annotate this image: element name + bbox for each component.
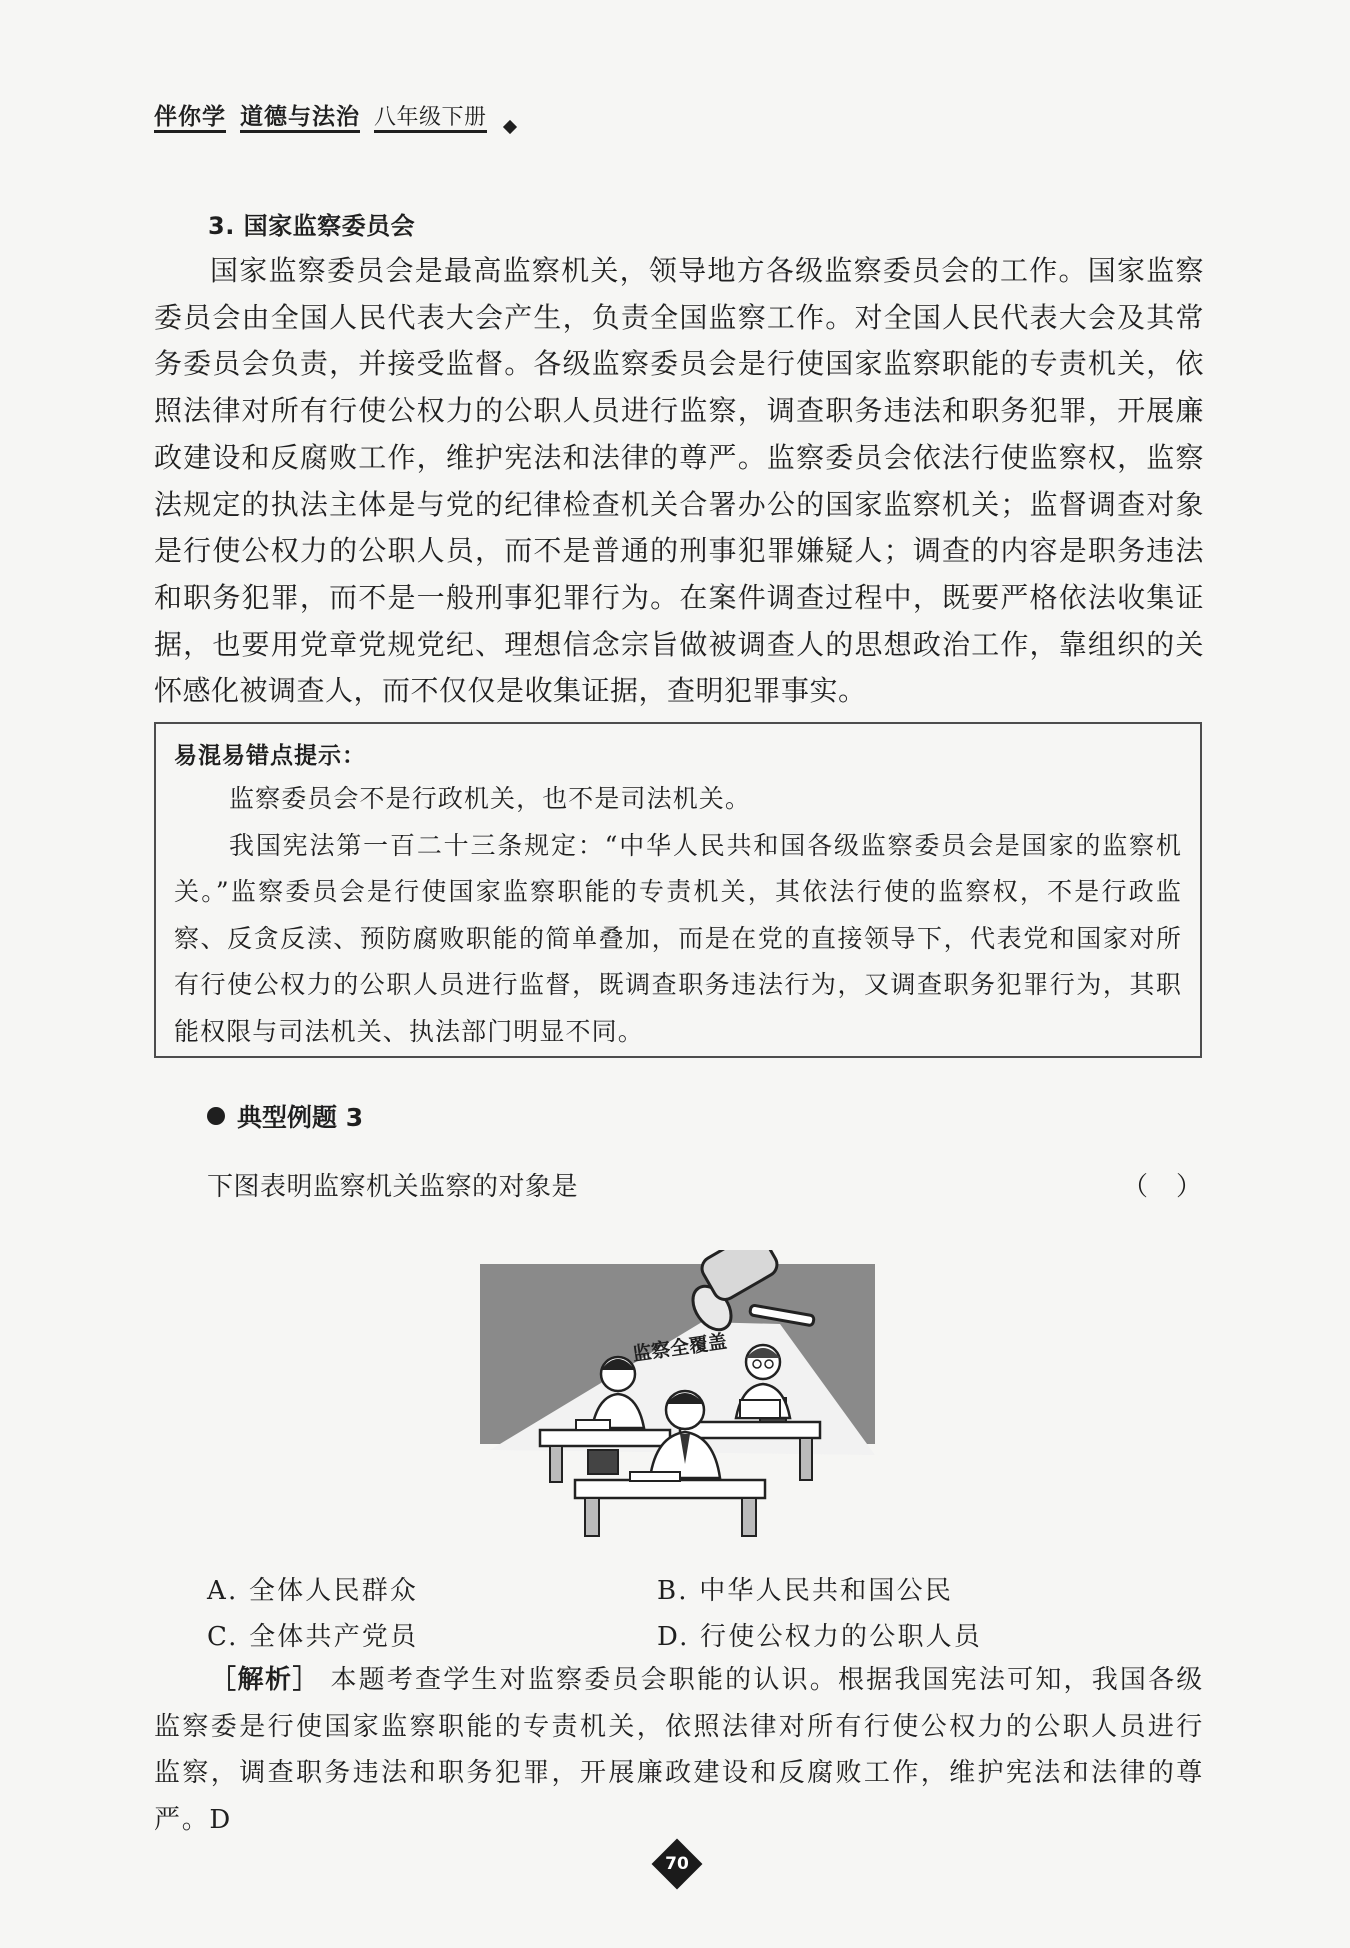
page-number-badge [651,1838,703,1890]
analysis-text: 本题考查学生对监察委员会职能的认识。根据我国宪法可知，我国各级监察委是行使国家监察职能的专责机关，依照法律对所有行使公权力的公职人员进行监察，调查职务违法和职务犯罪，开展廉政建设和反腐败工作，维护宪法和法律的尊严。D [154,1665,1204,1835]
header-diamond-icon [502,120,516,134]
option-a[interactable]: A. 全体人民群众 [207,1575,419,1606]
example-heading-text: 典型例题 3 [237,1103,364,1132]
tip-paragraph-2: 我国宪法第一百二十三条规定：“中华人民共和国各级监察委员会是国家的监察机关。”监察委员会是行使国家监察职能的专责机关，其依法行使的监察权，不是行政监察、反贪反渎、预防腐败职能的简单叠加，而是在党的直接领导下，代表党和国家对所有行使公权力的公职人员进行监督，既调查职务违法行为，又调查职务犯罪行为，其职能权限与司法机关、执法部门明显不同。 [174,830,1182,1046]
analysis-paragraph [154,1657,1204,1843]
answer-options [207,1565,1107,1657]
example-heading [207,1098,363,1134]
question-text: 下图表明监察机关监察的对象是 [207,1172,579,1202]
page-number: 70 [665,1854,689,1874]
section-title: 3. 国家监察委员会 [208,212,416,240]
header-subject: 道德与法治 [240,106,360,133]
options-row-1 [207,1565,1107,1611]
tip-box [154,722,1202,1058]
option-c[interactable]: C. 全体共产党员 [207,1621,419,1652]
options-row-2 [207,1611,1107,1657]
running-header [154,106,515,133]
section-content [154,206,1204,715]
analysis-label: ［解析］ [210,1665,320,1695]
question-line [207,1166,1230,1203]
option-d[interactable]: D. 行使公权力的公职人员 [657,1621,983,1652]
header-brand: 伴你学 [154,106,226,133]
tip-title: 易混易错点提示： [174,743,366,769]
option-b[interactable]: B. 中华人民共和国公民 [657,1575,954,1606]
bullet-dot-icon [207,1107,225,1125]
header-grade: 八年级下册 [374,107,487,133]
section-paragraph: 国家监察委员会是最高监察机关，领导地方各级监察委员会的工作。国家监察委员会由全国人民代表大会产生，负责全国监察工作。对全国人民代表大会及其常务委员会负责，并接受监督。各级监察委员会是行使国家监察职能的专责机关，依照法律对所有行使公权力的公职人员进行监察，调查职务违法和职务犯罪，开展廉政建设和反腐败工作，维护宪法和法律的尊严。监察委员会依法行使监察权，监察法规定的执法主体是与党的纪律检查机关合署办公的国家监察机关；监督调查对象是行使公权力的公职人员，而不是普通的刑事犯罪嫌疑人；调查的内容是职务违法和职务犯罪，而不是一般刑事犯罪行为。在案件调查过程中，既要严格依法收集证据，也要用党章党规党纪、理想信念宗旨做被调查人的思想政治工作，靠组织的关怀感化被调查人，而不仅仅是收集证据，查明犯罪事实。 [154,254,1204,708]
supervision-cartoon-illustration [480,1250,875,1540]
answer-blank: （） [1121,1172,1230,1202]
illustration-caption: 监察全覆盖 [631,1330,729,1366]
tip-paragraph-1: 监察委员会不是行政机关，也不是司法机关。 [229,784,752,813]
